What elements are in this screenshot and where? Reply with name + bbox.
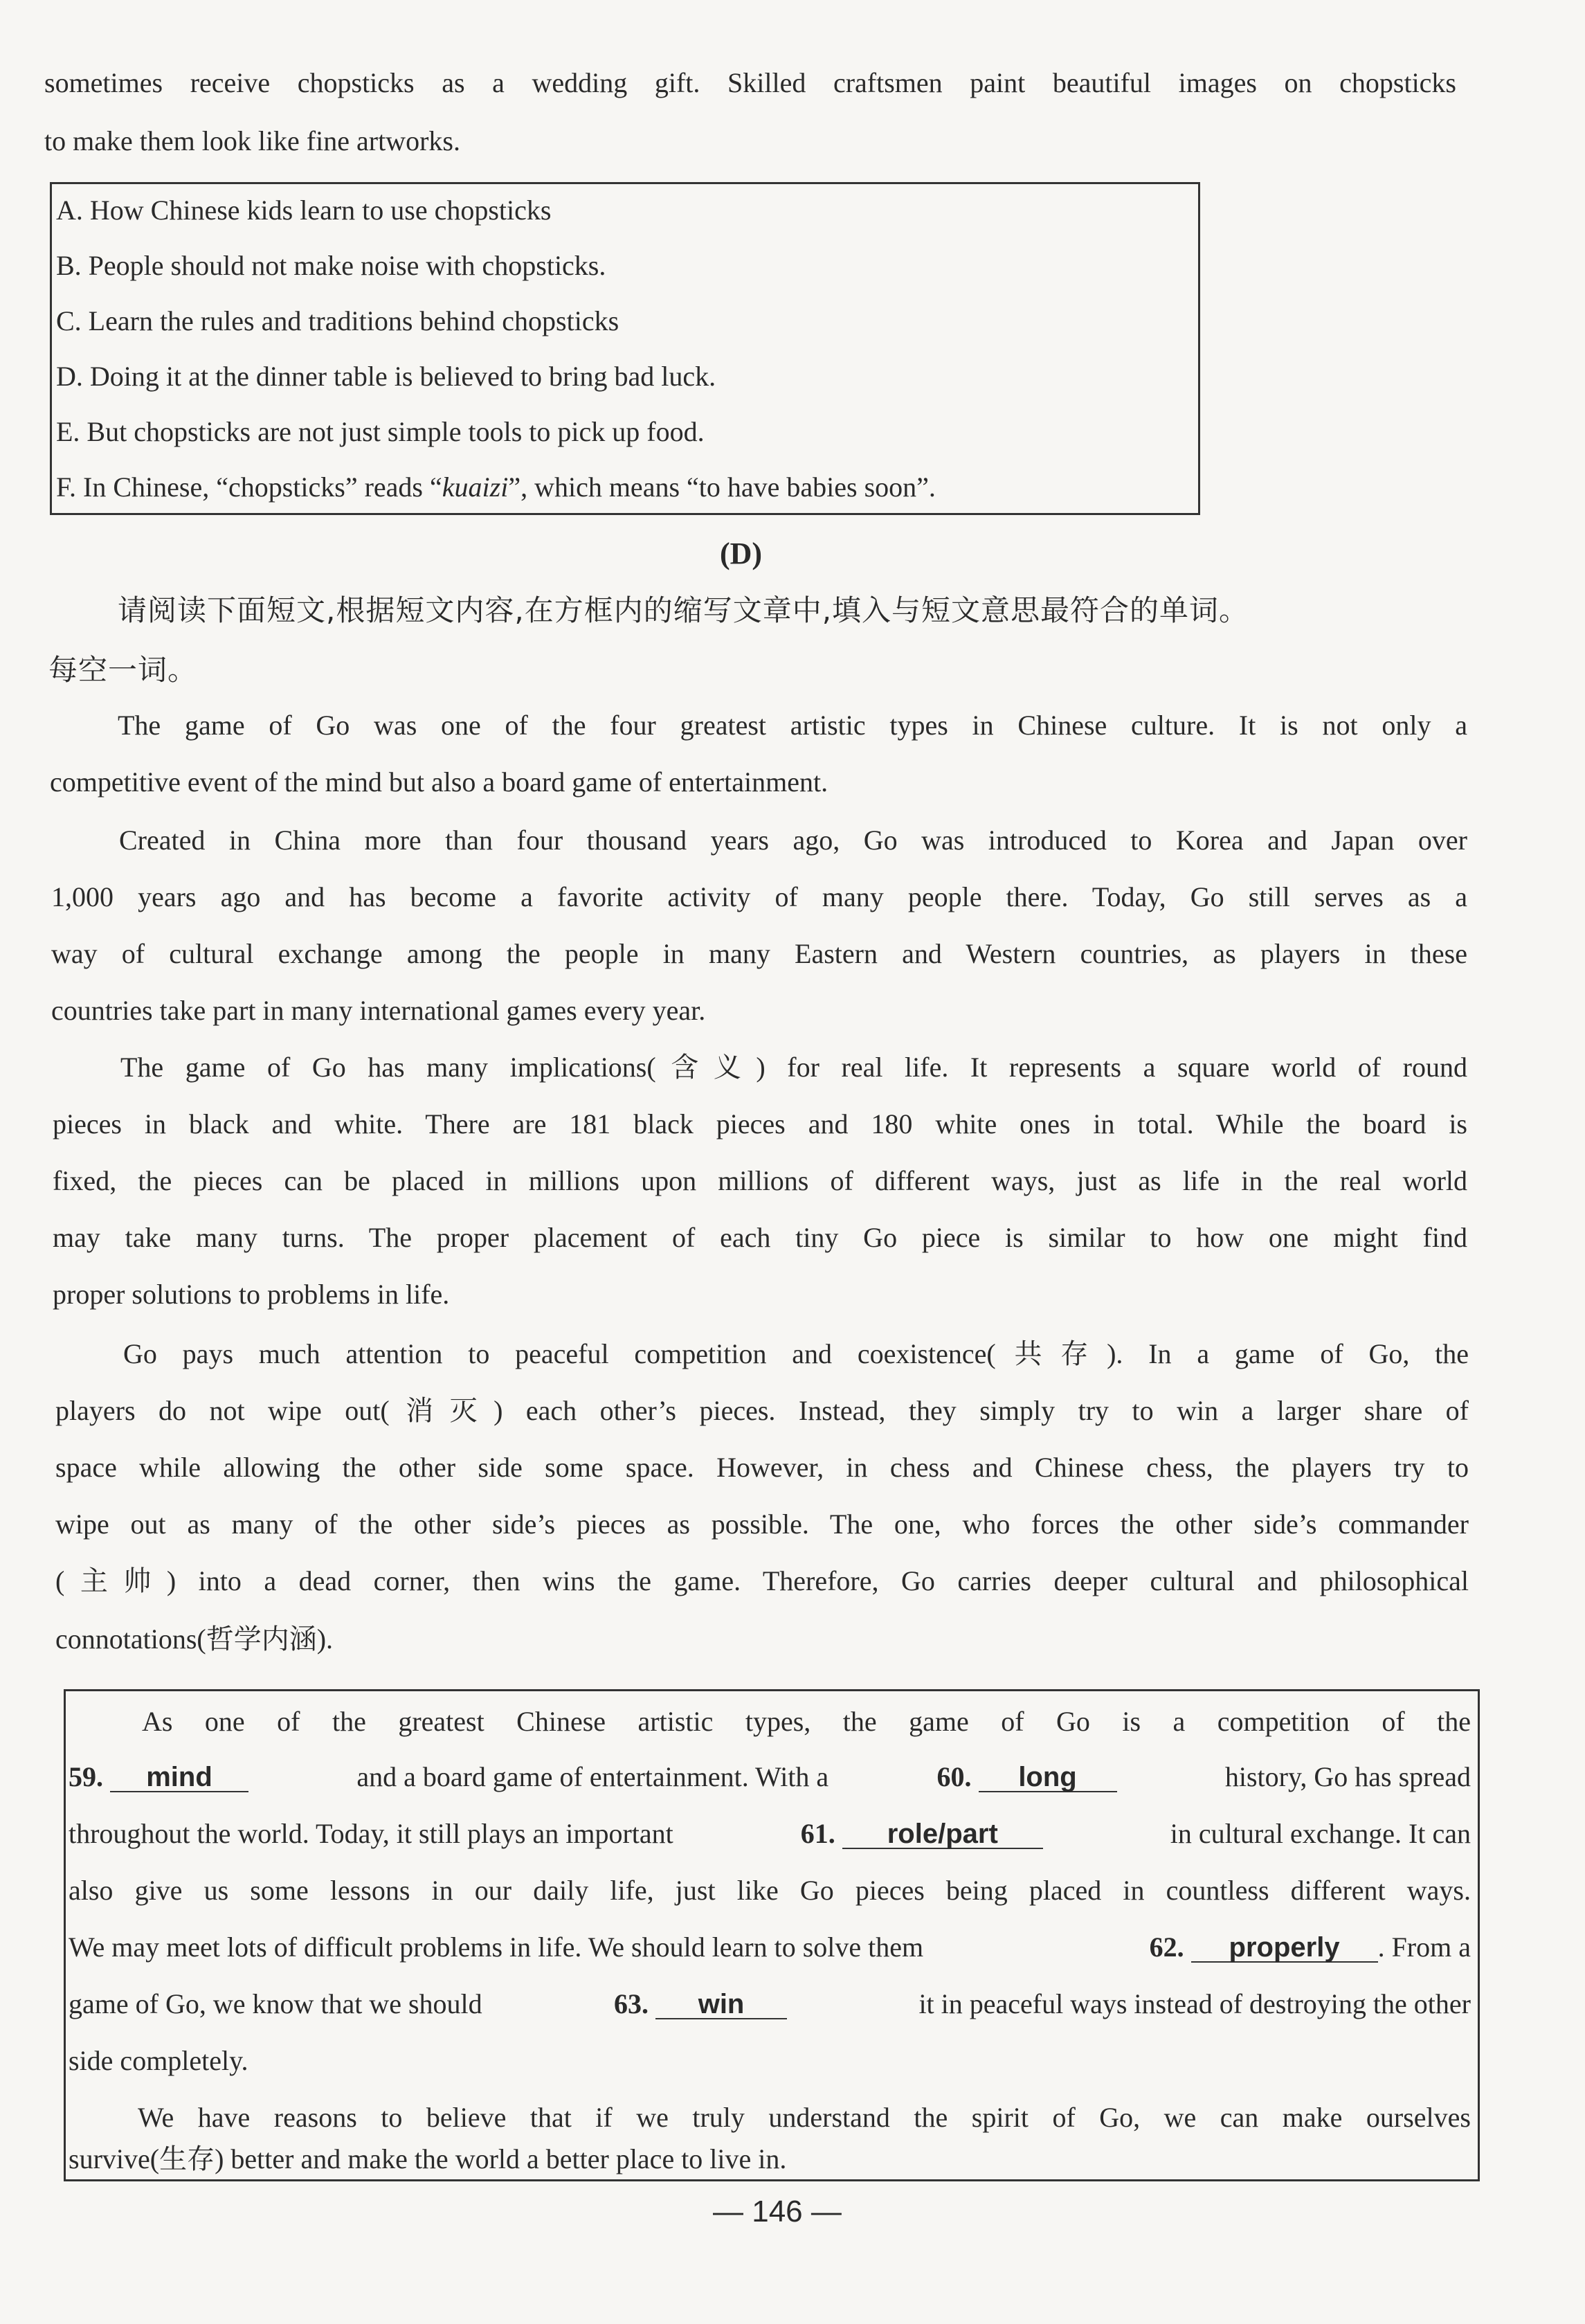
option-c: C. Learn the rules and traditions behind chopsticks bbox=[56, 305, 619, 336]
passage-p2-line-4: countries take part in many international games every year. bbox=[51, 995, 706, 1026]
passage-p3-line-1: The game of Go has many implications(含义) for real life. It represents a square world of round bbox=[120, 1052, 1467, 1083]
passage-p4-line-6: connotations(哲学内涵). bbox=[55, 1623, 334, 1655]
summary-line-2-text-b: history, Go has spread bbox=[1224, 1761, 1471, 1792]
option-e: E. But chopsticks are not just simple tools to pick up food. bbox=[56, 416, 705, 447]
passage-p3-line-2: pieces in black and white. There are 181 black pieces and 180 white ones in total. While the board is bbox=[53, 1108, 1467, 1140]
instruction-line-2: 每空一词。 bbox=[48, 653, 198, 687]
summary-line-2 bbox=[69, 1760, 1471, 1794]
passage-p2-line-3: way of cultural exchange among the people in many Eastern and Western countries, as players in these bbox=[51, 938, 1467, 969]
summary-line-7: side completely. bbox=[69, 2045, 248, 2076]
passage-p2-line-1: Created in China more than four thousand years ago, Go was introduced to Korea and Japan over bbox=[119, 825, 1467, 856]
blank-63-group bbox=[614, 1988, 787, 2021]
summary-line-4: also give us some lessons in our daily life, just like Go pieces being placed in countless different ways. bbox=[69, 1875, 1471, 1906]
top-paragraph-line-1: sometimes receive chopsticks as a wedding gift. Skilled craftsmen paint beautiful images on chopsticks bbox=[44, 67, 1456, 98]
passage-p2-line-2: 1,000 years ago and has become a favorite activity of many people there. Today, Go still serves as a bbox=[51, 881, 1467, 912]
summary-line-1: As one of the greatest Chinese artistic types, the game of Go is a competition of the bbox=[142, 1706, 1471, 1737]
summary-line-9: survive(生存) better and make the world a better place to live in. bbox=[69, 2143, 787, 2174]
option-f-pinyin: kuaizi bbox=[442, 471, 509, 503]
option-b: B. People should not make noise with chopsticks. bbox=[56, 250, 606, 281]
passage-p3-line-3: fixed, the pieces can be placed in millions upon millions of different ways, just as life in the real world bbox=[53, 1165, 1467, 1196]
passage-p4-line-2: players do not wipe out(消灭) each other’s pieces. Instead, they simply try to win a larger share of bbox=[55, 1395, 1469, 1426]
summary-line-2-text-a: and a board game of entertainment. With a bbox=[356, 1761, 829, 1792]
summary-line-6-text-b: it in peaceful ways instead of destroying the other bbox=[918, 1988, 1471, 2019]
answer-61: role/part bbox=[842, 1820, 1043, 1849]
option-a: A. How Chinese kids learn to use chopsticks bbox=[56, 195, 552, 226]
blank-61-group bbox=[801, 1817, 1043, 1850]
answer-62: properly bbox=[1191, 1934, 1378, 1963]
answer-60: long bbox=[979, 1763, 1117, 1792]
summary-line-8: We have reasons to believe that if we truly understand the spirit of Go, we can make ourselves bbox=[138, 2102, 1471, 2133]
instruction-line-1: 请阅读下面短文,根据短文内容,在方框内的缩写文章中,填入与短文意思最符合的单词。 bbox=[118, 593, 1249, 627]
summary-line-6 bbox=[69, 1988, 1471, 2021]
answer-59: mind bbox=[110, 1763, 248, 1792]
summary-line-3-text-b: in cultural exchange. It can bbox=[1170, 1818, 1471, 1849]
section-label: (D) bbox=[720, 537, 763, 570]
option-d: D. Doing it at the dinner table is believed to bring bad luck. bbox=[56, 361, 716, 392]
page-number: — 146 — bbox=[713, 2195, 842, 2228]
option-f-text-pre: F. In Chinese, “chopsticks” reads “ bbox=[56, 471, 442, 503]
options-box bbox=[50, 182, 1200, 515]
passage-p1-line-2: competitive event of the mind but also a board game of entertainment. bbox=[50, 766, 828, 798]
passage-p3-line-4: may take many turns. The proper placement of each tiny Go piece is similar to how one might find bbox=[53, 1222, 1467, 1253]
passage-p4-line-1: Go pays much attention to peaceful competition and coexistence(共存). In a game of Go, the bbox=[123, 1338, 1469, 1369]
summary-line-3 bbox=[69, 1817, 1471, 1850]
question-60-number: 60. bbox=[936, 1761, 972, 1792]
question-62-number: 62. bbox=[1149, 1931, 1184, 1963]
blank-60-group bbox=[937, 1760, 1117, 1794]
passage-p4-line-4: wipe out as many of the other side’s pieces as possible. The one, who forces the other side’s commander bbox=[55, 1508, 1469, 1540]
summary-line-5 bbox=[69, 1931, 1471, 1964]
question-61-number: 61. bbox=[800, 1818, 835, 1849]
option-f-text-post: ”, which means “to have babies soon”. bbox=[508, 471, 936, 503]
summary-line-5-text-a: We may meet lots of difficult problems in life. We should learn to solve them bbox=[69, 1931, 924, 1963]
summary-line-3-text-a: throughout the world. Today, it still plays an important bbox=[69, 1818, 673, 1849]
blank-59-group bbox=[69, 1760, 248, 1794]
summary-line-5-text-b: . From a bbox=[1377, 1931, 1471, 1963]
passage-p1-line-1: The game of Go was one of the four greatest artistic types in Chinese culture. It is not only a bbox=[118, 710, 1467, 741]
passage-p4-line-5: (主帅) into a dead corner, then wins the game. Therefore, Go carries deeper cultural and philosophical bbox=[55, 1565, 1469, 1596]
summary-box bbox=[64, 1689, 1480, 2181]
question-63-number: 63. bbox=[614, 1988, 649, 2019]
option-f bbox=[56, 471, 936, 504]
answer-63: win bbox=[655, 1990, 787, 2019]
passage-p4-line-3: space while allowing the other side some space. However, in chess and Chinese chess, the players try to bbox=[55, 1452, 1469, 1483]
top-paragraph-line-2: to make them look like fine artworks. bbox=[44, 125, 460, 156]
question-59-number: 59. bbox=[69, 1761, 103, 1792]
summary-line-6-text-a: game of Go, we know that we should bbox=[69, 1988, 482, 2019]
blank-62-group bbox=[1150, 1931, 1471, 1964]
passage-p3-line-5: proper solutions to problems in life. bbox=[53, 1279, 450, 1310]
